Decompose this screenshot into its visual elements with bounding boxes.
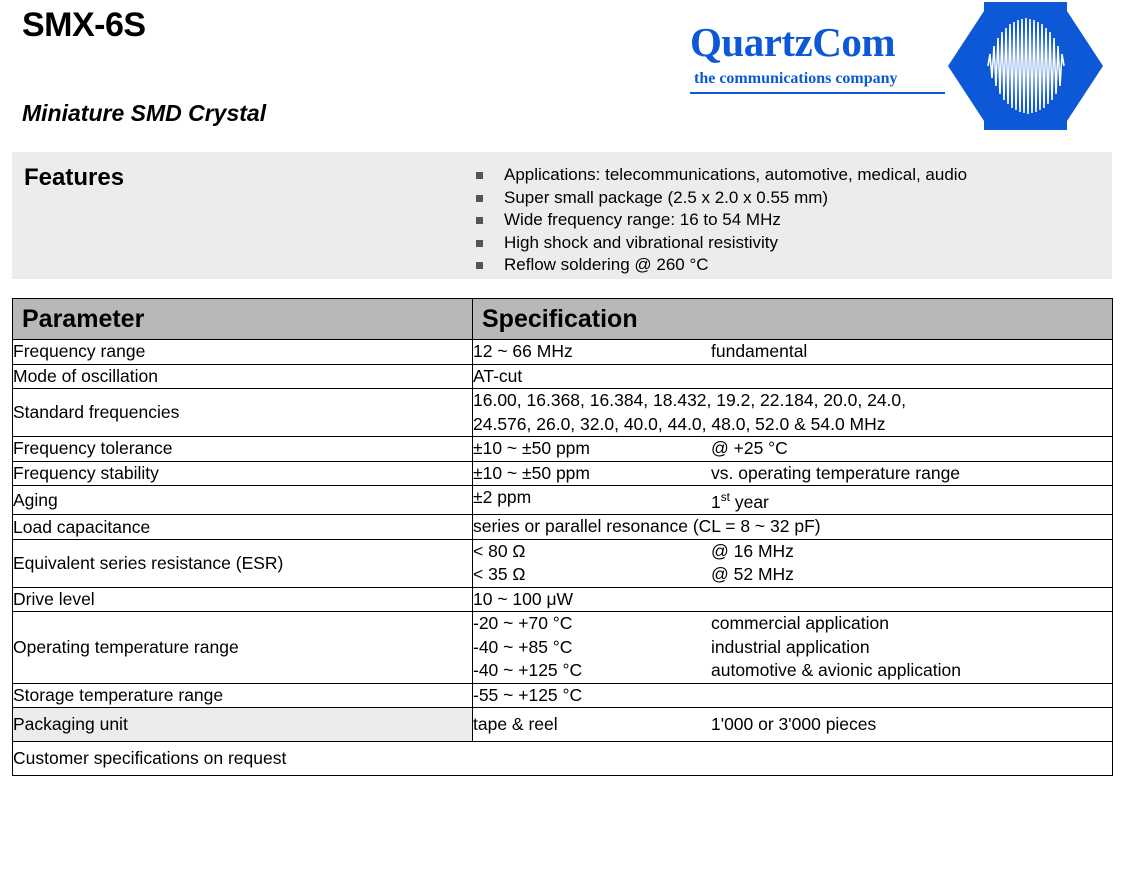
value-text: AT-cut [473, 365, 523, 386]
value-note [711, 486, 1112, 514]
value-note [711, 365, 1112, 389]
row-label: Frequency stability [13, 461, 473, 486]
value-note: fundamental [711, 341, 808, 361]
waveform-logo-icon [948, 2, 1103, 130]
row-label: Mode of oscillation [13, 364, 473, 389]
row-value [473, 612, 1113, 684]
note-superscript: st [720, 490, 730, 504]
value-text: -20 ~ +70 °C [473, 613, 573, 634]
page-subtitle: Miniature SMD Crystal [22, 100, 267, 126]
row-value [473, 340, 1113, 365]
value-text: ±10 ~ ±50 ppm [473, 438, 590, 458]
table-row [13, 437, 1113, 462]
value-text: < 35 Ω [473, 564, 526, 585]
list-item: Applications: telecommunications, automotive, medical, audio [462, 164, 967, 187]
customer-note: Customer specifications on request [13, 742, 1113, 776]
value-note: 1'000 or 3'000 pieces [711, 714, 877, 735]
list-item: High shock and vibrational resistivity [462, 232, 967, 255]
row-value [473, 587, 1113, 612]
value-note: industrial application [711, 636, 870, 657]
logo-wordmark: QuartzCom [690, 19, 896, 65]
features-panel [12, 152, 1112, 279]
value-line-1: 16.00, 16.368, 16.384, 18.432, 19.2, 22.184, 20.0, 24.0, [473, 390, 907, 410]
table-row [13, 708, 1113, 742]
note-suffix: year [729, 491, 769, 512]
table-row [13, 515, 1113, 540]
table-row [13, 364, 1113, 389]
list-item: Wide frequency range: 16 to 54 MHz [462, 209, 967, 232]
value-text: tape & reel [473, 714, 558, 735]
value-text: -40 ~ +125 °C [473, 660, 583, 681]
table-row [13, 486, 1113, 515]
row-label: Operating temperature range [13, 612, 473, 684]
logo-underline [690, 92, 945, 94]
row-value [473, 364, 1113, 389]
row-label: Equivalent series resistance (ESR) [13, 539, 473, 587]
value-text: series or parallel resonance (CL = 8 ~ 32 pF) [473, 516, 821, 537]
row-value [473, 683, 1113, 708]
table-row [13, 683, 1113, 708]
features-list [462, 164, 967, 277]
value-text: 12 ~ 66 MHz [473, 341, 573, 361]
table-row [13, 539, 1113, 587]
row-label: Frequency tolerance [13, 437, 473, 462]
table-row [13, 612, 1113, 684]
value-note: @ 16 MHz [711, 540, 794, 561]
row-value [473, 461, 1113, 486]
value-text: < 80 Ω [473, 540, 526, 561]
page-title: SMX-6S [22, 6, 146, 44]
value-note: @ 52 MHz [711, 564, 794, 585]
note-prefix: 1 [711, 491, 721, 512]
value-note: vs. operating temperature range [711, 462, 961, 483]
value-text: ±2 ppm [473, 487, 532, 507]
row-value [473, 437, 1113, 462]
row-value [473, 515, 1113, 540]
row-value [473, 389, 1113, 437]
row-label: Load capacitance [13, 515, 473, 540]
value-text: -40 ~ +85 °C [473, 636, 573, 657]
row-label: Standard frequencies [13, 389, 473, 437]
value-note: commercial application [711, 613, 889, 634]
row-value [473, 486, 1113, 515]
value-text: 10 ~ 100 μW [473, 588, 574, 609]
table-footer-row [13, 742, 1113, 776]
table-header-row [13, 299, 1113, 340]
list-item: Super small package (2.5 x 2.0 x 0.55 mm) [462, 187, 967, 210]
column-header-specification: Specification [473, 299, 1113, 340]
row-label: Frequency range [13, 340, 473, 365]
row-value [473, 708, 1113, 742]
row-label: Aging [13, 486, 473, 515]
value-line-2: 24.576, 26.0, 32.0, 40.0, 44.0, 48.0, 52.0 & 54.0 MHz [473, 413, 886, 434]
logo-tagline: the communications company [694, 70, 898, 87]
row-value [473, 539, 1113, 587]
value-note: automotive & avionic application [711, 660, 962, 681]
value-text: ±10 ~ ±50 ppm [473, 462, 590, 483]
value-text: -55 ~ +125 °C [473, 684, 583, 705]
table-row [13, 461, 1113, 486]
table-row [13, 340, 1113, 365]
column-header-parameter: Parameter [13, 299, 473, 340]
table-row [13, 587, 1113, 612]
row-label: Packaging unit [13, 708, 473, 742]
value-note: @ +25 °C [711, 438, 788, 458]
list-item: Reflow soldering @ 260 °C [462, 254, 967, 277]
page-header [0, 0, 1124, 150]
row-label: Drive level [13, 587, 473, 612]
company-logo [685, 0, 1105, 135]
row-label: Storage temperature range [13, 683, 473, 708]
table-row [13, 389, 1113, 437]
features-heading: Features [24, 164, 125, 191]
specification-table [12, 298, 1113, 776]
